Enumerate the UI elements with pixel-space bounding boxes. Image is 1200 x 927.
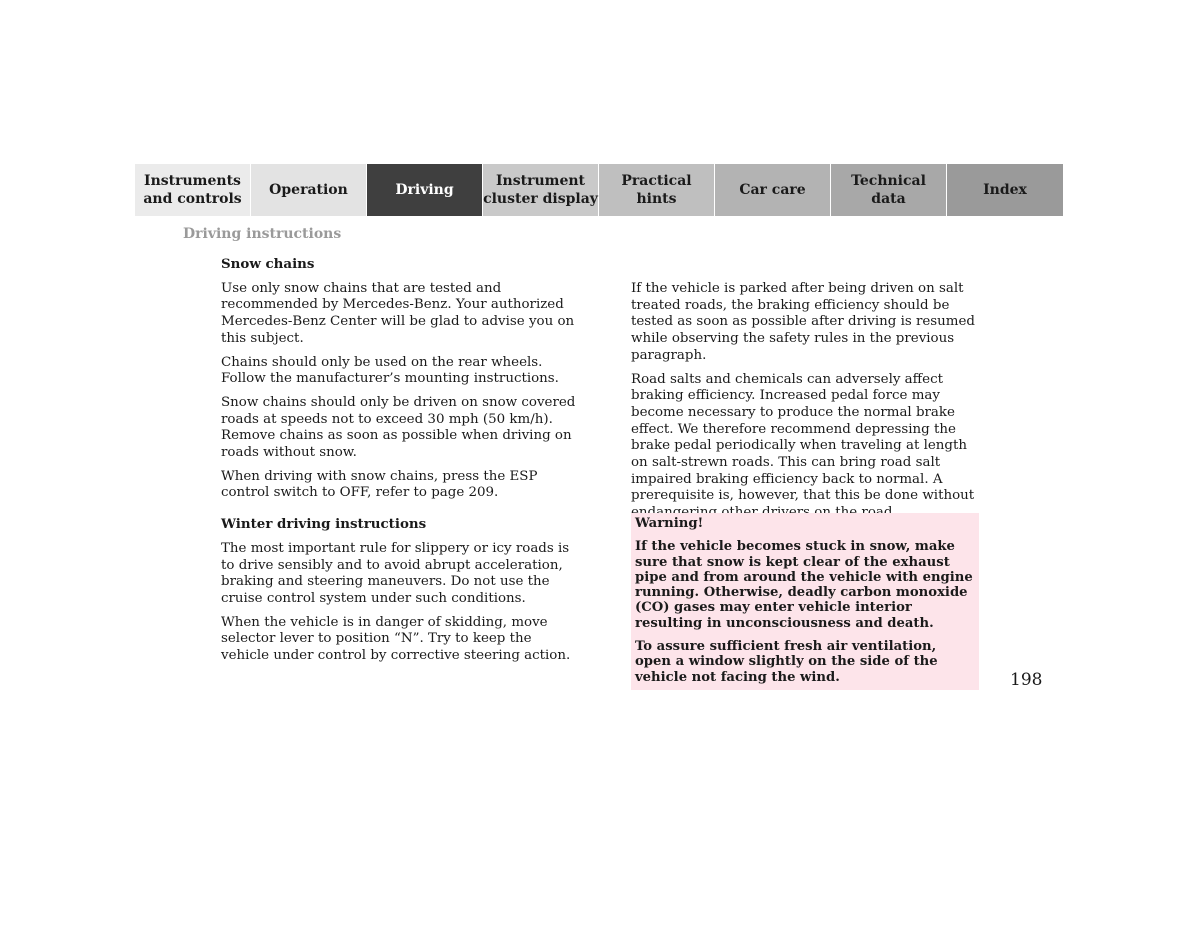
paragraph: The most important rule for slippery or icy roads is to drive sensibly and to avoid abrupt acceleration, braking and steering maneuvers. Do not use the cruise control system under such conditions. — [221, 540, 570, 606]
tab-operation[interactable]: Operation — [251, 164, 367, 216]
paragraph: When the vehicle is in danger of skidding, move selector lever to position “N”. Try to keep the vehicle under control by corrective steering action. — [221, 614, 571, 664]
chapter-tabs — [135, 164, 1065, 216]
tab-practical-hints[interactable]: Practical hints — [599, 164, 715, 216]
tab-index[interactable]: Index — [947, 164, 1063, 216]
warning-text: To assure sufficient fresh air ventilation, open a window slightly on the side of the vehicle not facing the wind. — [635, 639, 938, 685]
paragraph: Road salts and chemicals can adversely affect braking efficiency. Increased pedal force may become necessary to produce the normal brake effect. We therefore recommend depressing the brake pedal periodically when traveling at length on salt-strewn roads. This can bring road salt impaired braking efficiency back to normal. A prerequisite is, however, that this be done without — [631, 371, 975, 504]
tab-instrument-cluster-display[interactable]: Instrument cluster display — [483, 164, 599, 216]
warning-title: Warning! — [635, 516, 704, 531]
right-column — [631, 281, 983, 529]
tab-car-care[interactable]: Car care — [715, 164, 831, 216]
tab-driving[interactable]: Driving — [367, 164, 483, 216]
warning-text: If the vehicle becomes stuck in snow, make sure that snow is kept clear of the exhaust pipe and from around the vehicle with engine running. Otherwise, deadly carbon monoxide (CO) gases may enter vehicle interior resulting in unconsciousness and death. — [635, 539, 973, 631]
section-title: Driving instructions — [183, 226, 342, 242]
tab-instruments-and-controls[interactable]: Instruments and controls — [135, 164, 251, 216]
paragraph: Use only snow chains that are tested and recommended by Mercedes-Benz. Your authorized Mercedes-Benz Center will be glad to advise you on this subject. — [221, 280, 575, 346]
paragraph: Snow chains should only be driven on snow covered roads at speeds not to exceed 30 mph (50 km/h). Remove chains as soon as possible when driving on roads without snow. — [221, 394, 576, 461]
tab-technical-data[interactable]: Technical data — [831, 164, 947, 216]
paragraph: When driving with snow chains, press the ESP control switch to OFF, refer to page 209. — [221, 468, 538, 501]
paragraph: If the vehicle is parked after being driven on salt treated roads, the braking efficiency should be tested as soon as possible after driving is resumed while observing the safety rules in the previous paragraph. — [631, 281, 975, 363]
snow-chains-heading: Snow chains — [221, 256, 315, 272]
warning-box — [631, 513, 979, 690]
left-column — [221, 256, 581, 672]
winter-driving-heading: Winter driving instructions — [221, 516, 427, 533]
page-number: 198 — [1010, 670, 1043, 690]
paragraph: Chains should only be used on the rear wheels. Follow the manufacturer’s mounting instructions. — [221, 354, 559, 387]
